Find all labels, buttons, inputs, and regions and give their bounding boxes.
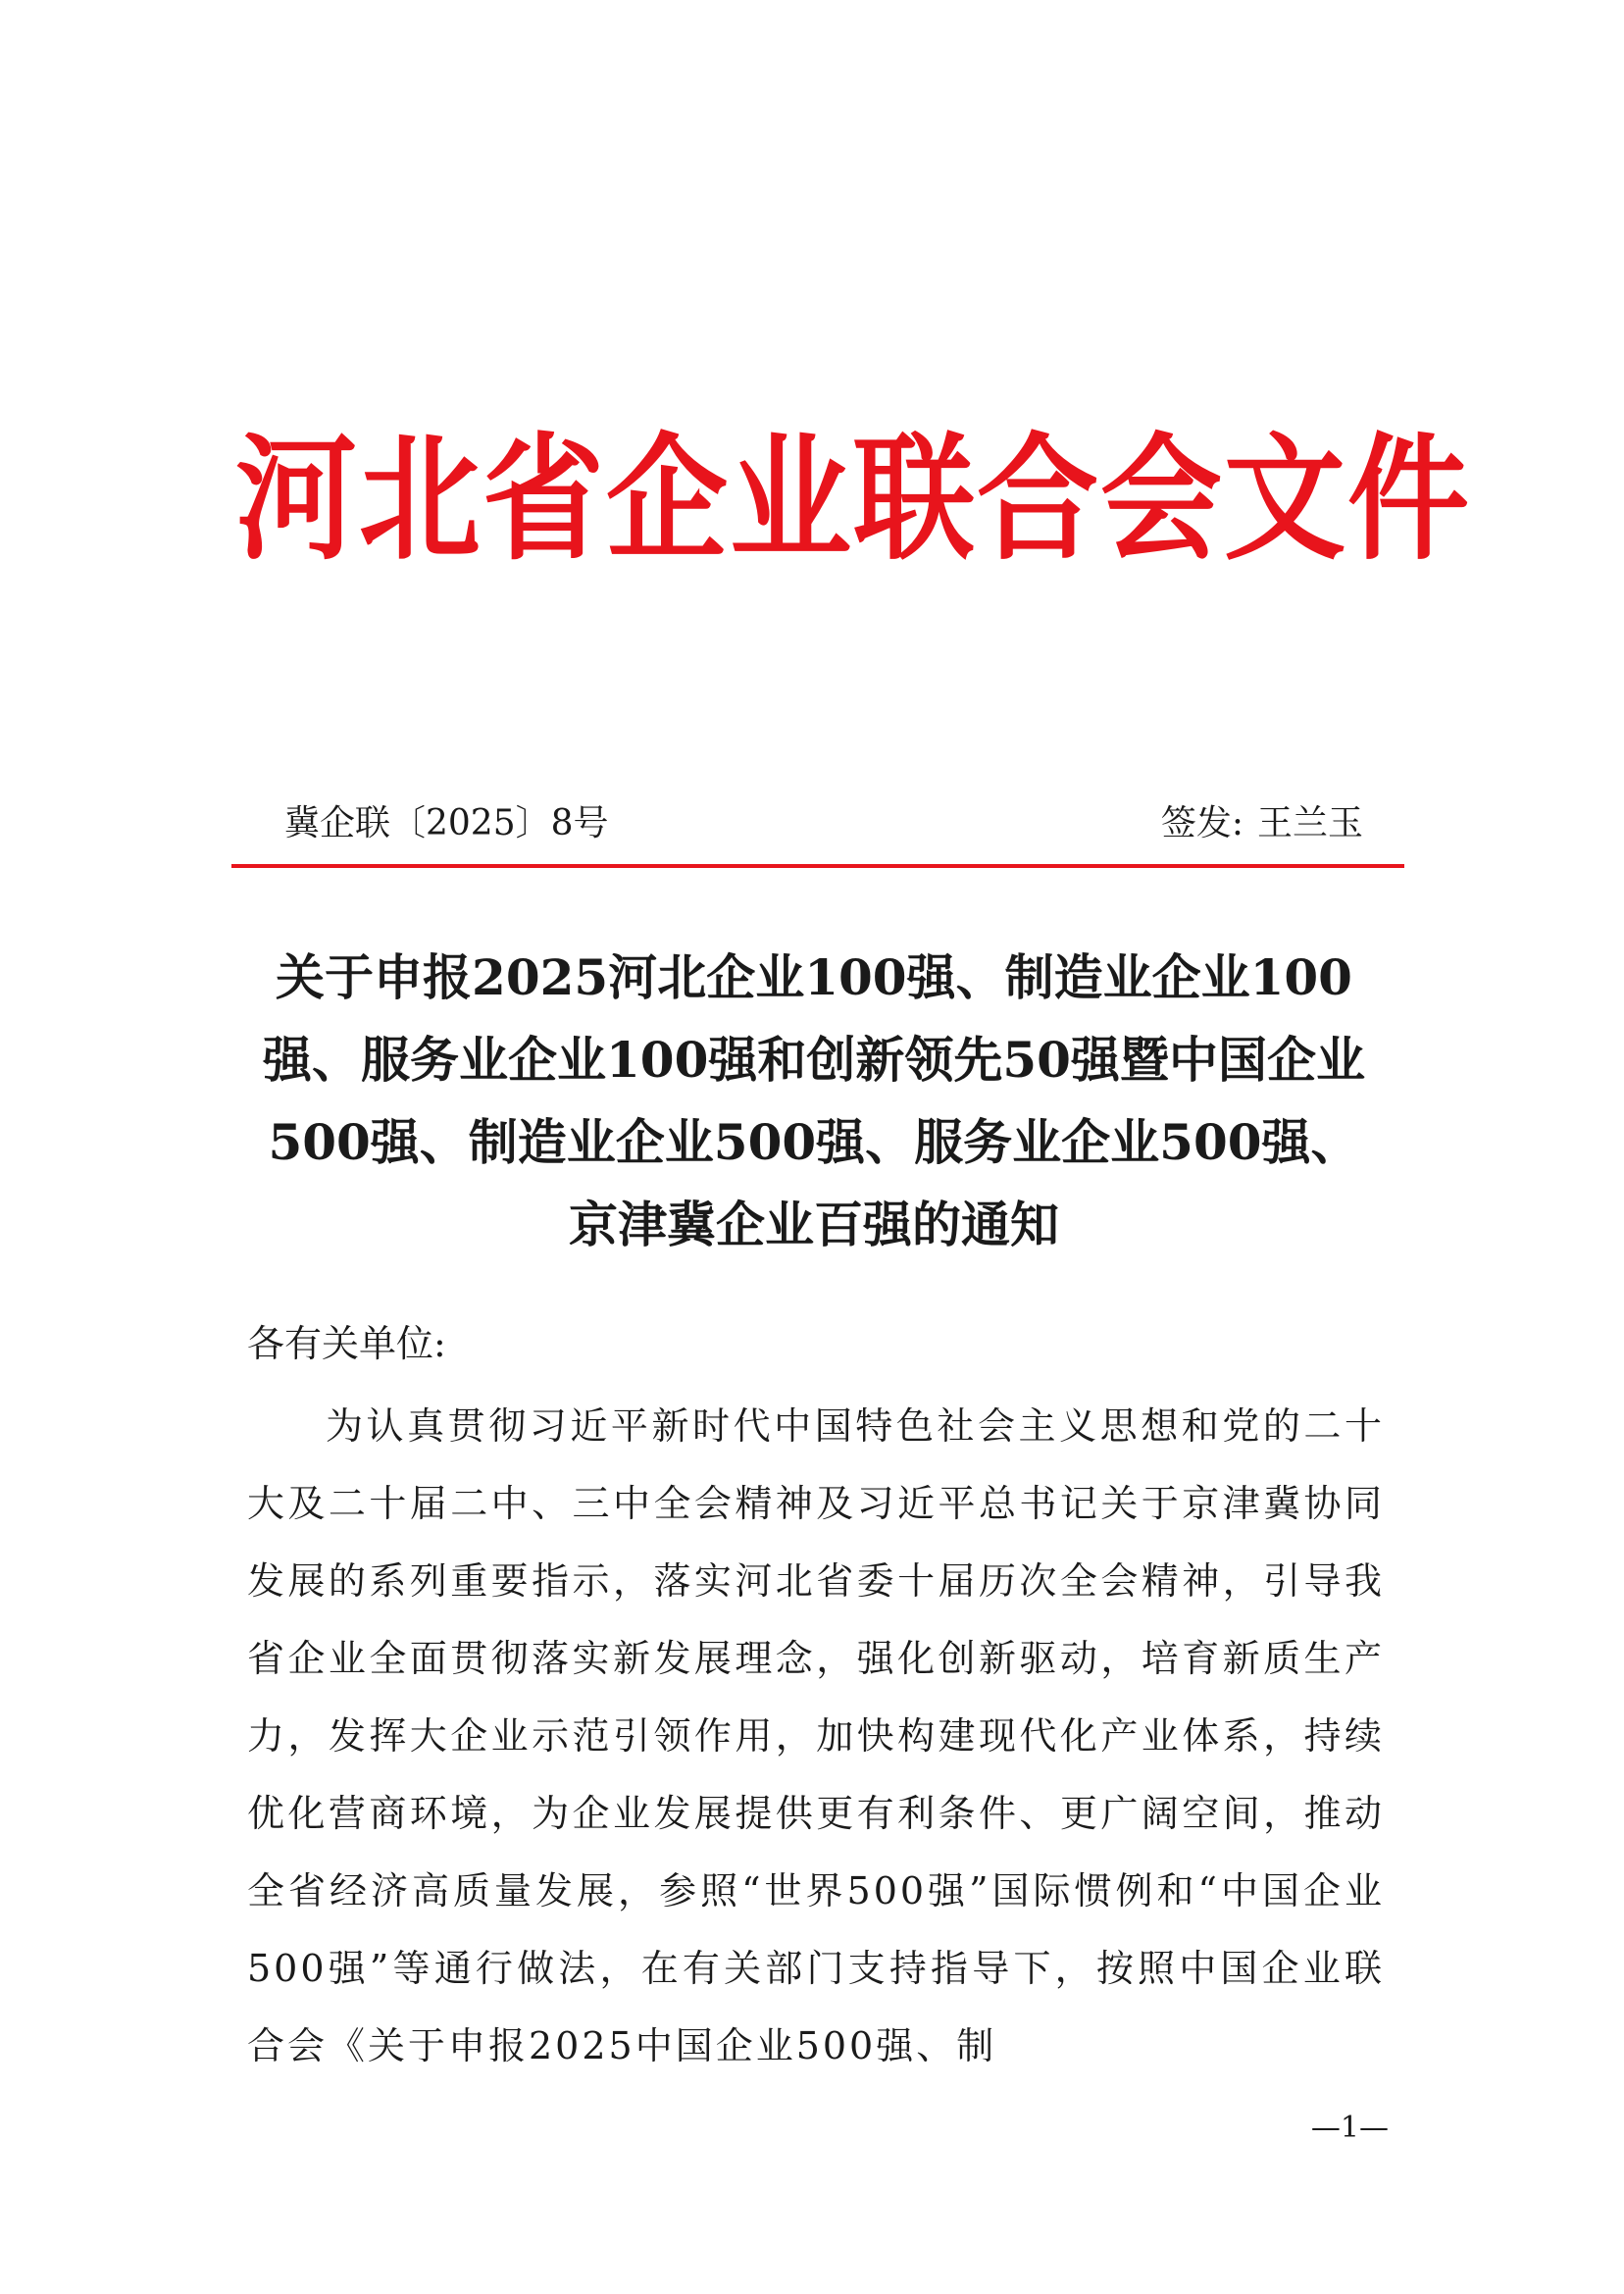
- signer: [1161, 794, 1363, 853]
- document-meta-row: [284, 794, 1363, 853]
- document-number: 冀企联〔2025〕8号: [284, 803, 609, 843]
- body-paragraph: 为认真贯彻习近平新时代中国特色社会主义思想和党的二十大及二十届二中、三中全会精神及习近平总书记关于京津冀协同发展的系列重要指示，落实河北省委十届历次全会精神，引导我省企业全面贯彻落实新发展理念，强化创新驱动，培育新质生产力，发挥大企业示范引领作用，加快构建现代化产业体系，持续优化营商环境，为企业发展提供更有利条件、更广阔空间，推动全省经济高质量发展，参照“世界500强”国际惯例和“中国企业500强”等通行做法，在有关部门支持指导下，按照中国企业联合会《关于申报2025中国企业500强、制: [247, 1404, 1385, 2067]
- notice-title: 关于申报2025河北企业100强、制造业企业100强、服务业企业100强和创新领先50强暨中国企业500强、制造业企业500强、服务业企业500强、京津冀企业百强的通知: [263, 948, 1365, 1253]
- page-number: —1—: [1310, 2111, 1389, 2145]
- salutation: 各有关单位:: [247, 1322, 446, 1365]
- organization-header: 河北省企业联合会文件: [235, 420, 1472, 580]
- red-divider-rule: [231, 864, 1404, 868]
- signer-name: 王兰玉: [1256, 803, 1363, 843]
- signer-label: 签发:: [1160, 803, 1243, 843]
